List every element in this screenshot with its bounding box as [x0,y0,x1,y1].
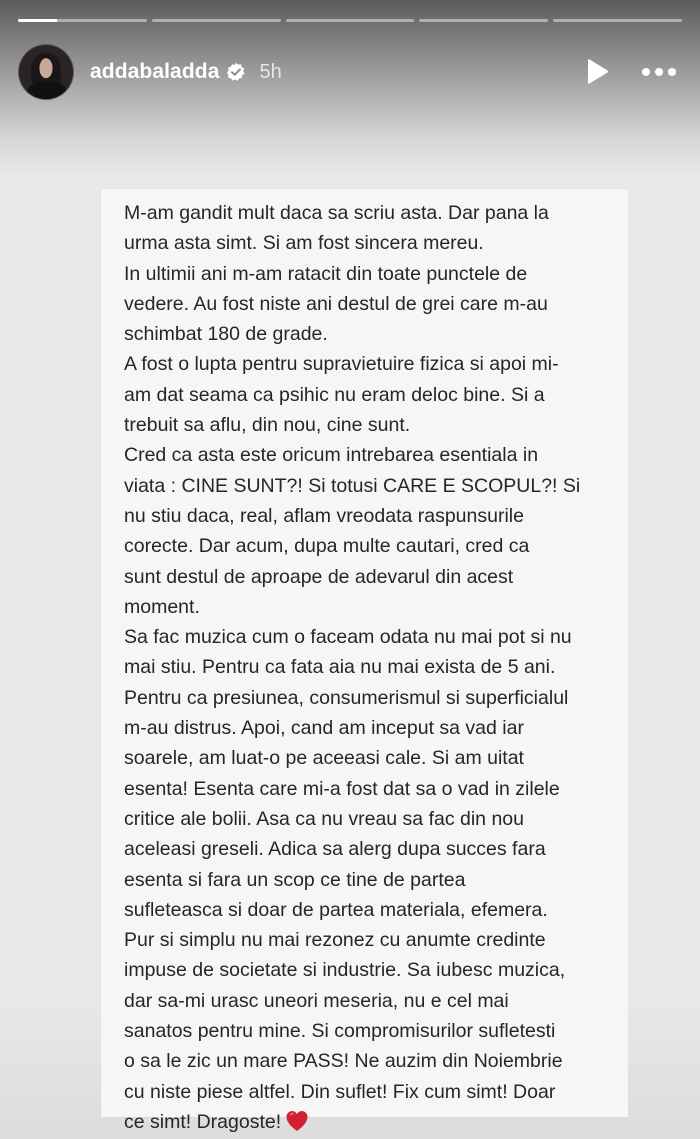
post-text-line: m-au distrus. Apoi, cand am inceput sa vad iar [124,717,524,740]
red-heart-icon [285,1110,309,1132]
progress-segment [18,19,147,22]
post-text-line: sunt destul de aproape de adevarul din acest [124,565,514,588]
post-text-line: vedere. Au fost niste ani destul de grei care m-au [124,292,548,315]
play-button[interactable] [582,57,612,87]
post-text-line: cu niste piese altfel. Din suflet! Fix cum simt! Doar [124,1080,556,1103]
post-text-line: Cred ca asta este oricum intrebarea esentiala in [124,444,539,467]
username[interactable]: addabaladda [90,60,220,83]
post-text-line: nu stiu daca, real, aflam vreodata raspunsurile [124,504,524,527]
post-text-line: sufleteasca si doar de partea materiala, efemera. [124,898,548,921]
progress-segment [286,19,415,22]
post-text-line: dar sa-mi urasc uneori meseria, nu e cel mai [124,989,509,1012]
post-text-line: am dat seama ca psihic nu eram deloc bine. Si a [124,383,545,406]
post-text-line: corecte. Dar acum, dupa multe cautari, cred ca [124,535,530,558]
post-text-line: ce simt! Dragoste! [124,1107,604,1137]
post-text [124,198,604,1137]
post-text-line: A fost o lupta pentru supravietuire fizica si apoi mi- [124,353,559,376]
post-text-line: aceleasi greseli. Adica sa alerg dupa succes fara [124,838,546,861]
post-text-line: In ultimii ani m-am ratacit din toate punctele de [124,262,528,285]
play-icon [584,58,610,86]
post-text-line: esenta si fara un scop ce tine de partea [124,868,466,891]
post-text-line: Pur si simplu nu mai rezonez cu anumte credinte [124,929,546,952]
post-time: 5h [259,60,282,83]
verified-badge-icon [226,62,246,82]
post-text-line: sanatos pentru mine. Si compromisurilor sufletesti [124,1020,556,1043]
story-header [18,44,678,100]
story-progress-bar [18,19,682,22]
avatar[interactable] [18,44,74,100]
more-options-button[interactable] [640,57,678,87]
post-text-line: moment. [124,595,200,618]
post-text-line: Pentru ca presiunea, consumerismul si superficialul [124,686,569,709]
post-text-line: urma asta simt. Si am fost sincera mereu. [124,232,484,255]
post-text-line: soarele, am luat-o pe aceeasi cale. Si am uitat [124,747,524,770]
progress-segment [553,19,682,22]
progress-segment [419,19,548,22]
post-text-line: o sa le zic un mare PASS! Ne auzim din Noiembrie [124,1050,563,1073]
progress-segment [152,19,281,22]
post-text-line: impuse de societate si industrie. Sa iubesc muzica, [124,959,566,982]
post-text-line: critice ale bolii. Asa ca nu vreau sa fac din nou [124,807,524,830]
post-text-line: M-am gandit mult daca sa scriu asta. Dar pana la [124,202,549,224]
post-text-line: Sa fac muzica cum o faceam odata nu mai pot si nu [124,626,572,649]
post-text-line: viata : CINE SUNT?! Si totusi CARE E SCOPUL?! Si [124,474,581,497]
progress-fill [18,19,57,22]
post-text-line: schimbat 180 de grade. [124,323,328,346]
post-text-line: esenta! Esenta care mi-a fost dat sa o vad in zilele [124,777,560,800]
more-horizontal-icon [641,67,677,77]
post-text-line: mai stiu. Pentru ca fata aia nu mai exista de 5 ani. [124,656,556,679]
post-text-line: trebuit sa aflu, din nou, cine sunt. [124,414,411,437]
